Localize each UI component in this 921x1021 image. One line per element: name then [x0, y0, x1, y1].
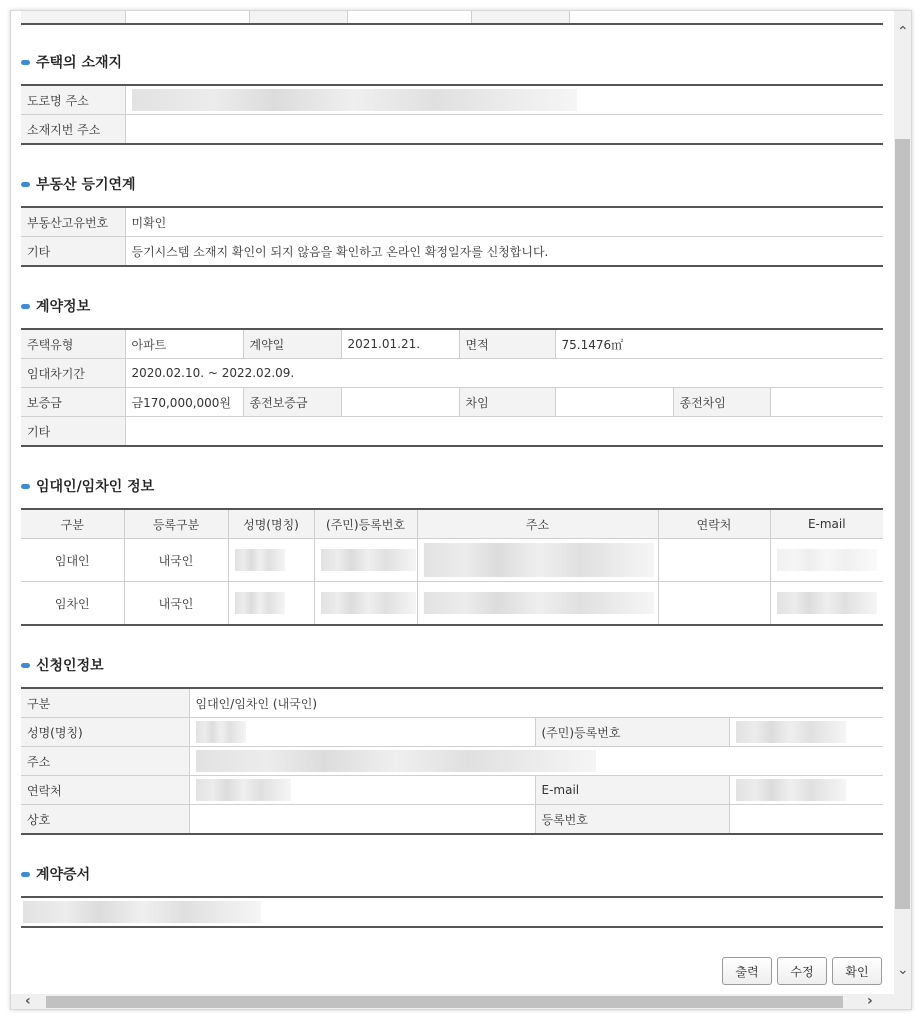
redacted-email — [736, 779, 846, 801]
column-header: E-mail — [770, 509, 883, 539]
redacted-road-address — [132, 89, 577, 111]
parties-table — [21, 508, 883, 626]
horizontal-scroll-thumb[interactable] — [46, 996, 843, 1008]
section-bullet-icon — [21, 60, 30, 65]
table-row — [21, 582, 883, 626]
road-address-label: 도로명 주소 — [21, 85, 125, 115]
redacted-address — [196, 750, 596, 772]
popup-window — [10, 10, 912, 1010]
party-type: 임차인 — [21, 582, 124, 626]
party-name — [228, 582, 314, 626]
location-table — [21, 84, 883, 145]
section-title-applicant: 신청인정보 — [21, 655, 104, 675]
redacted-file-name — [23, 901, 261, 923]
registry-etc-label: 기타 — [21, 237, 125, 267]
lease-period-value: 2020.02.10. ~ 2022.02.09. — [125, 359, 883, 388]
certificate-table — [21, 896, 883, 928]
redacted-name — [235, 592, 285, 614]
lot-address-value — [125, 115, 883, 145]
road-address-value — [125, 85, 883, 115]
party-email — [770, 539, 883, 582]
applicant-email-value — [729, 776, 883, 805]
redacted-reg-no — [321, 549, 416, 571]
contract-date-label: 계약일 — [243, 329, 341, 359]
party-reg-no — [314, 582, 417, 626]
party-address — [417, 539, 658, 582]
party-contact — [658, 582, 770, 626]
applicant-category-label: 구분 — [21, 688, 189, 718]
contract-date-value: 2021.01.21. — [341, 329, 459, 359]
redacted-reg-no — [321, 592, 416, 614]
previous-table-remnant — [21, 11, 883, 25]
unique-no-value: 미확인 — [125, 207, 883, 237]
section-title-parties: 임대인/임차인 정보 — [21, 476, 154, 496]
column-header: 구분 — [21, 509, 124, 539]
redacted-name — [196, 721, 246, 743]
chevron-up-icon[interactable]: ⌃ — [897, 24, 909, 40]
company-label: 상호 — [21, 805, 189, 835]
scrollbar-corner — [894, 994, 911, 1009]
house-type-value: 아파트 — [125, 329, 243, 359]
applicant-email-label: E-mail — [535, 776, 729, 805]
lot-address-label: 소재지번 주소 — [21, 115, 125, 145]
area-label: 면적 — [459, 329, 555, 359]
applicant-reg-no-value — [729, 718, 883, 747]
biz-no-label: 등록번호 — [535, 805, 729, 835]
applicant-contact-label: 연락처 — [21, 776, 189, 805]
column-header: 성명(명칭) — [228, 509, 314, 539]
section-bullet-icon — [21, 484, 30, 489]
party-contact — [658, 539, 770, 582]
rent-value — [555, 388, 673, 417]
section-bullet-icon — [21, 663, 30, 668]
contract-table — [21, 328, 883, 447]
biz-no-value — [729, 805, 883, 835]
company-value — [189, 805, 535, 835]
party-reg-type: 내국인 — [124, 539, 228, 582]
print-button[interactable]: 출력 — [722, 957, 772, 985]
unique-no-label: 부동산고유번호 — [21, 207, 125, 237]
document-content — [11, 11, 894, 994]
column-header: 등록구분 — [124, 509, 228, 539]
section-bullet-icon — [21, 182, 30, 187]
section-title-certificate: 계약증서 — [21, 864, 90, 884]
contract-etc-label: 기타 — [21, 417, 125, 447]
applicant-name-value — [189, 718, 535, 747]
registry-table — [21, 206, 883, 267]
party-reg-no — [314, 539, 417, 582]
redacted-reg-no — [736, 721, 846, 743]
redacted-email — [777, 592, 877, 614]
section-bullet-icon — [21, 872, 30, 877]
applicant-category-value: 임대인/임차인 (내국인) — [189, 688, 883, 718]
vertical-scrollbar[interactable] — [894, 11, 911, 994]
table-row — [21, 539, 883, 582]
certificate-file[interactable] — [21, 897, 883, 927]
column-header: 연락처 — [658, 509, 770, 539]
edit-button[interactable]: 수정 — [777, 957, 827, 985]
contract-etc-value — [125, 417, 883, 447]
applicant-contact-value — [189, 776, 535, 805]
applicant-reg-no-label: (주민)등록번호 — [535, 718, 729, 747]
registry-etc-value: 등기시스템 소재지 확인이 되지 않음을 확인하고 온라인 확정일자를 신청합니다. — [125, 237, 883, 267]
section-title-contract: 계약정보 — [21, 296, 90, 316]
redacted-name — [235, 549, 285, 571]
column-header: (주민)등록번호 — [314, 509, 417, 539]
redacted-address — [424, 543, 654, 577]
deposit-label: 보증금 — [21, 388, 125, 417]
applicant-table — [21, 687, 883, 835]
applicant-address-label: 주소 — [21, 747, 189, 776]
rent-label: 차임 — [459, 388, 555, 417]
party-name — [228, 539, 314, 582]
deposit-value: 금170,000,000원 — [125, 388, 243, 417]
redacted-contact — [196, 779, 291, 801]
prev-rent-label: 종전차임 — [673, 388, 770, 417]
prev-rent-value — [770, 388, 883, 417]
chevron-left-icon[interactable]: ‹ — [25, 993, 31, 1009]
horizontal-scrollbar[interactable] — [11, 994, 894, 1009]
parties-header-row — [21, 509, 883, 539]
applicant-name-label: 성명(명칭) — [21, 718, 189, 747]
party-address — [417, 582, 658, 626]
vertical-scroll-thumb[interactable] — [895, 139, 910, 909]
party-type: 임대인 — [21, 539, 124, 582]
lease-period-label: 임대차기간 — [21, 359, 125, 388]
redacted-email — [777, 549, 877, 571]
applicant-address-value — [189, 747, 883, 776]
house-type-label: 주택유형 — [21, 329, 125, 359]
chevron-right-icon[interactable]: › — [867, 993, 873, 1009]
chevron-down-icon[interactable]: ⌄ — [897, 962, 909, 978]
section-title-registry: 부동산 등기연계 — [21, 174, 136, 194]
section-title-location: 주택의 소재지 — [21, 52, 122, 72]
party-reg-type: 내국인 — [124, 582, 228, 626]
party-email — [770, 582, 883, 626]
section-bullet-icon — [21, 304, 30, 309]
prev-deposit-value — [341, 388, 459, 417]
redacted-address — [424, 592, 654, 614]
prev-deposit-label: 종전보증금 — [243, 388, 341, 417]
confirm-button[interactable]: 확인 — [832, 957, 882, 985]
area-value: 75.1476㎡ — [555, 329, 883, 359]
column-header: 주소 — [417, 509, 658, 539]
